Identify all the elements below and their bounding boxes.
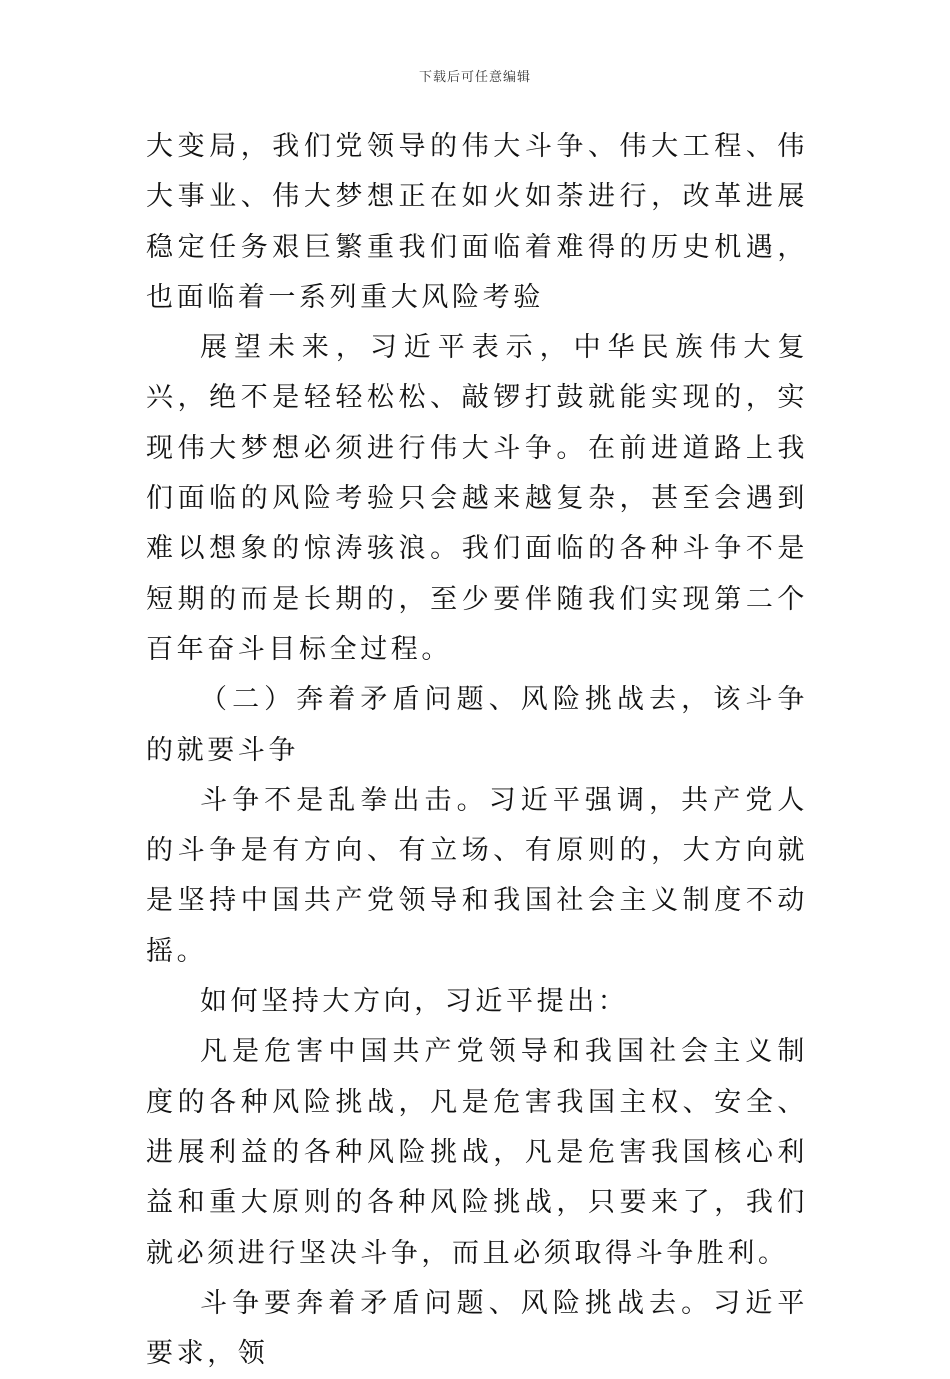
paragraph-question: 如何坚持大方向，习近平提出： bbox=[200, 986, 629, 1018]
paragraph-outlook: 展望未来，习近平表示，中华民族伟大复兴，绝不是轻轻松松、敲锣打鼓就能实现的，实现伟大梦想必须进行伟大斗争。在前进道路上我们面临的风险考验只会越来越复杂，甚至会遇到难以想象的惊涛骇浪。我们面临的各种斗争不是短期的而是长期的，至少要伴随我们实现第二个百年奋斗目标全过程。 bbox=[146, 332, 808, 665]
paragraph-direction: 斗争不是乱拳出击。习近平强调，共产党人的斗争是有方向、有立场、有原则的，大方向就是坚持中国共产党领导和我国社会主义制度不动摇。 bbox=[146, 784, 808, 967]
paragraph-risks: 凡是危害中国共产党领导和我国社会主义制度的各种风险挑战，凡是危害我国主权、安全、进展利益的各种风险挑战，凡是危害我国核心利益和重大原则的各种风险挑战，只要来了，我们就必须进行坚决斗争，而且必须取得斗争胜利。 bbox=[146, 1036, 808, 1269]
paragraph-requirements: 斗争要奔着矛盾问题、风险挑战去。习近平要求，领 bbox=[146, 1287, 808, 1370]
paragraph-continuation: 大变局，我们党领导的伟大斗争、伟大工程、伟大事业、伟大梦想正在如火如荼进行，改革进展稳定任务艰巨繁重我们面临着难得的历史机遇，也面临着一系列重大风险考验 bbox=[146, 131, 808, 313]
document-body bbox=[146, 122, 808, 1379]
section-heading: （二）奔着矛盾问题、风险挑战去，该斗争的就要斗争 bbox=[146, 684, 808, 766]
page-header-note: 下载后可任意编辑 bbox=[418, 70, 531, 85]
